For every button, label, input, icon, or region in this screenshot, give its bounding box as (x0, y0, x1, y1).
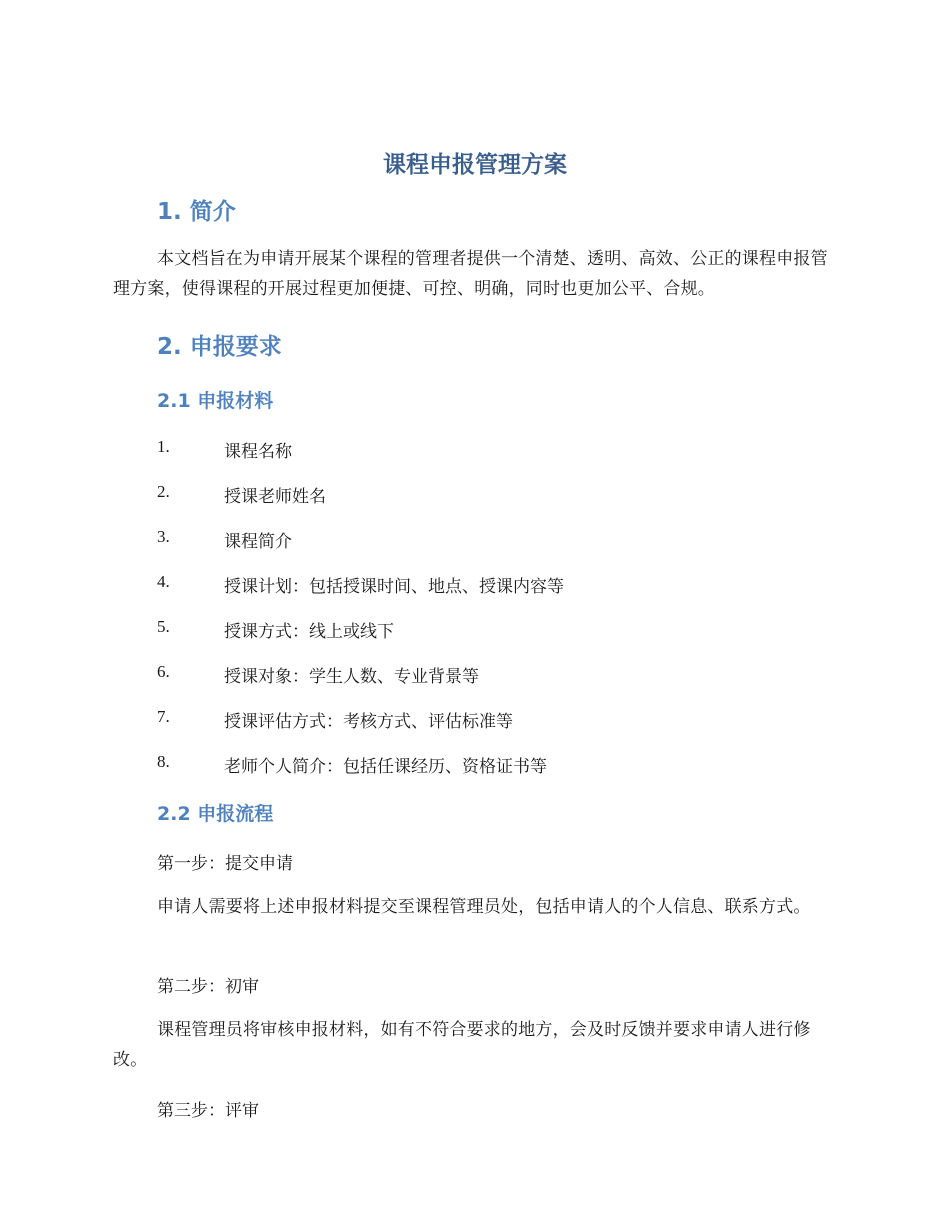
list-item-number: 5. (157, 617, 170, 636)
list-item-number: 3. (157, 527, 170, 546)
list-item-text: 课程简介 (224, 532, 292, 552)
list-item-number: 6. (157, 662, 170, 681)
intro-paragraph: 本文档旨在为申请开展某个课程的管理者提供一个清楚、透明、高效、公正的课程申报管理方案，使得课程的开展过程更加便捷、可控、明确，同时也更加公平、合规。 (113, 249, 828, 299)
section-heading-requirements: 2. 申报要求 (157, 334, 282, 360)
list-item-text: 授课老师姓名 (224, 487, 326, 507)
list-item-text: 授课评估方式：考核方式、评估标准等 (224, 712, 513, 732)
list-item-text: 授课计划：包括授课时间、地点、授课内容等 (224, 577, 564, 597)
step-2-paragraph: 课程管理员将审核申报材料，如有不符合要求的地方，会及时反馈并要求申请人进行修改。 (113, 1020, 811, 1070)
list-item-number: 7. (157, 707, 170, 726)
step-1-paragraph: 申请人需要将上述申报材料提交至课程管理员处，包括申请人的个人信息、联系方式。 (157, 897, 811, 917)
list-item-text: 授课方式：线上或线下 (224, 622, 394, 642)
section-heading-intro: 1. 简介 (157, 199, 236, 225)
step-1-title: 第一步：提交申请 (157, 854, 293, 874)
list-item-number: 8. (157, 752, 170, 771)
list-item-text: 课程名称 (224, 442, 292, 462)
list-item-number: 2. (157, 482, 170, 501)
step-2-title: 第二步：初审 (157, 977, 259, 997)
list-item-number: 4. (157, 572, 170, 591)
document-title: 课程申报管理方案 (383, 152, 567, 178)
list-item-text: 授课对象：学生人数、专业背景等 (224, 667, 479, 687)
list-item-text: 老师个人简介：包括任课经历、资格证书等 (224, 757, 547, 777)
subsection-heading-process: 2.2 申报流程 (157, 803, 274, 825)
list-item-number: 1. (157, 437, 170, 456)
subsection-heading-materials: 2.1 申报材料 (157, 390, 274, 412)
step-3-title: 第三步：评审 (157, 1101, 259, 1121)
